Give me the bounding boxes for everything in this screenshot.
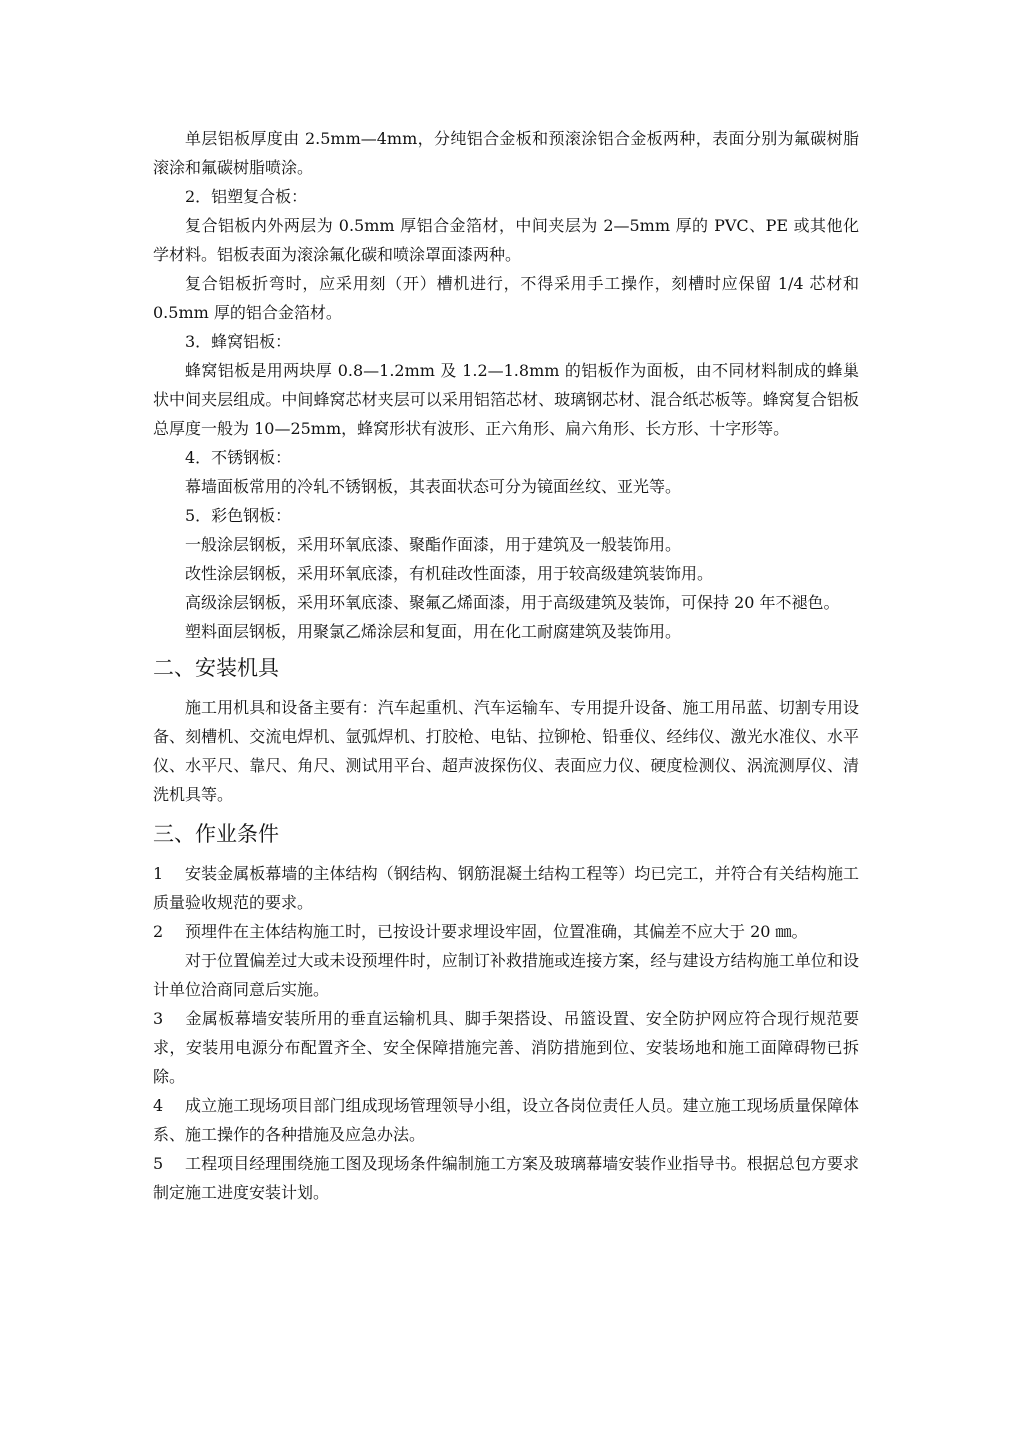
document-page <box>153 124 859 1207</box>
paragraph: 塑料面层钢板，用聚氯乙烯涂层和复面，用在化工耐腐建筑及装饰用。 <box>185 622 682 641</box>
section-heading-conditions: 三、作业条件 <box>153 822 279 846</box>
item-text: 金属板幕墙安装所用的垂直运输机具、脚手架搭设、吊篮设置、安全防护网应符合现行规范要求，安装用电源分布配置齐全、安全保障措施完善、消防措施到位、安装场地和施工面障碍物已拆除。 <box>153 1009 859 1086</box>
paragraph: 一般涂层钢板，采用环氧底漆、聚酯作面漆，用于建筑及一般装饰用。 <box>185 535 682 554</box>
list-item <box>153 1149 859 1207</box>
subheading-color-steel: 5．彩色钢板： <box>185 506 292 525</box>
paragraph: 高级涂层钢板，采用环氧底漆、聚氟乙烯面漆，用于高级建筑及装饰，可保持 20 年不褪色。 <box>185 593 840 612</box>
paragraph: 幕墙面板常用的冷轧不锈钢板，其表面状态可分为镜面丝纹、亚光等。 <box>185 477 682 496</box>
item-number: 4 <box>153 1096 164 1115</box>
subheading-aluminum-plastic: 2．铝塑复合板： <box>185 187 308 206</box>
list-item-continuation: 对于位置偏差过大或未设预埋件时，应制订补救措施或连接方案，经与建设方结构施工单位和设计单位洽商同意后实施。 <box>153 951 859 999</box>
item-number: 3 <box>153 1009 164 1028</box>
section-heading-tools: 二、安装机具 <box>153 656 279 680</box>
paragraph: 复合铝板内外两层为 0.5mm 厚铝合金箔材，中间夹层为 2—5mm 厚的 PVC、PE 或其他化学材料。铝板表面为滚涂氟化碳和喷涂罩面漆两种。 <box>153 216 859 264</box>
item-text: 预埋件在主体结构施工时，已按设计要求埋设牢固，位置准确，其偏差不应大于 20 ㎜。 <box>185 922 808 941</box>
item-number: 2 <box>153 922 164 941</box>
subheading-stainless: 4．不锈钢板： <box>185 448 292 467</box>
item-number: 1 <box>153 864 164 883</box>
list-item <box>153 1091 859 1149</box>
paragraph: 蜂窝铝板是用两块厚 0.8—1.2mm 及 1.2—1.8mm 的铝板作为面板，由不同材料制成的蜂巢状中间夹层组成。中间蜂窝芯材夹层可以采用铝箔芯材、玻璃钢芯材、混合纸芯板等。蜂窝复合铝板总厚度一般为 10—25mm，蜂窝形状有波形、正六角形、扁六角形、长方形、十字形等。 <box>153 361 859 438</box>
item-number: 5 <box>153 1154 164 1173</box>
list-item <box>153 859 859 917</box>
list-item <box>153 917 859 946</box>
paragraph: 单层铝板厚度由 2.5mm—4mm，分纯铝合金板和预滚涂铝合金板两种，表面分别为氟碳树脂滚涂和氟碳树脂喷涂。 <box>153 129 859 177</box>
list-item <box>153 1004 859 1091</box>
paragraph: 施工用机具和设备主要有：汽车起重机、汽车运输车、专用提升设备、施工用吊蓝、切割专用设备、刻槽机、交流电焊机、氩弧焊机、打胶枪、电钻、拉铆枪、铅垂仪、经纬仪、激光水准仪、水平仪、水平尺、靠尺、角尺、测试用平台、超声波探伤仪、表面应力仪、硬度检测仪、涡流测厚仪、清洗机具等。 <box>153 698 859 804</box>
subheading-honeycomb: 3．蜂窝铝板： <box>185 332 292 351</box>
item-text: 工程项目经理围绕施工图及现场条件编制施工方案及玻璃幕墙安装作业指导书。根据总包方要求制定施工进度安装计划。 <box>153 1154 859 1202</box>
item-text: 成立施工现场项目部门组成现场管理领导小组，设立各岗位责任人员。建立施工现场质量保障体系、施工操作的各种措施及应急办法。 <box>153 1096 859 1144</box>
paragraph: 复合铝板折弯时，应采用刻（开）槽机进行，不得采用手工操作，刻槽时应保留 1/4 芯材和 0.5mm 厚的铝合金箔材。 <box>153 274 859 322</box>
item-text: 安装金属板幕墙的主体结构（钢结构、钢筋混凝土结构工程等）均已完工，并符合有关结构施工质量验收规范的要求。 <box>153 864 859 912</box>
paragraph: 改性涂层钢板，采用环氧底漆，有机硅改性面漆，用于较高级建筑装饰用。 <box>185 564 714 583</box>
